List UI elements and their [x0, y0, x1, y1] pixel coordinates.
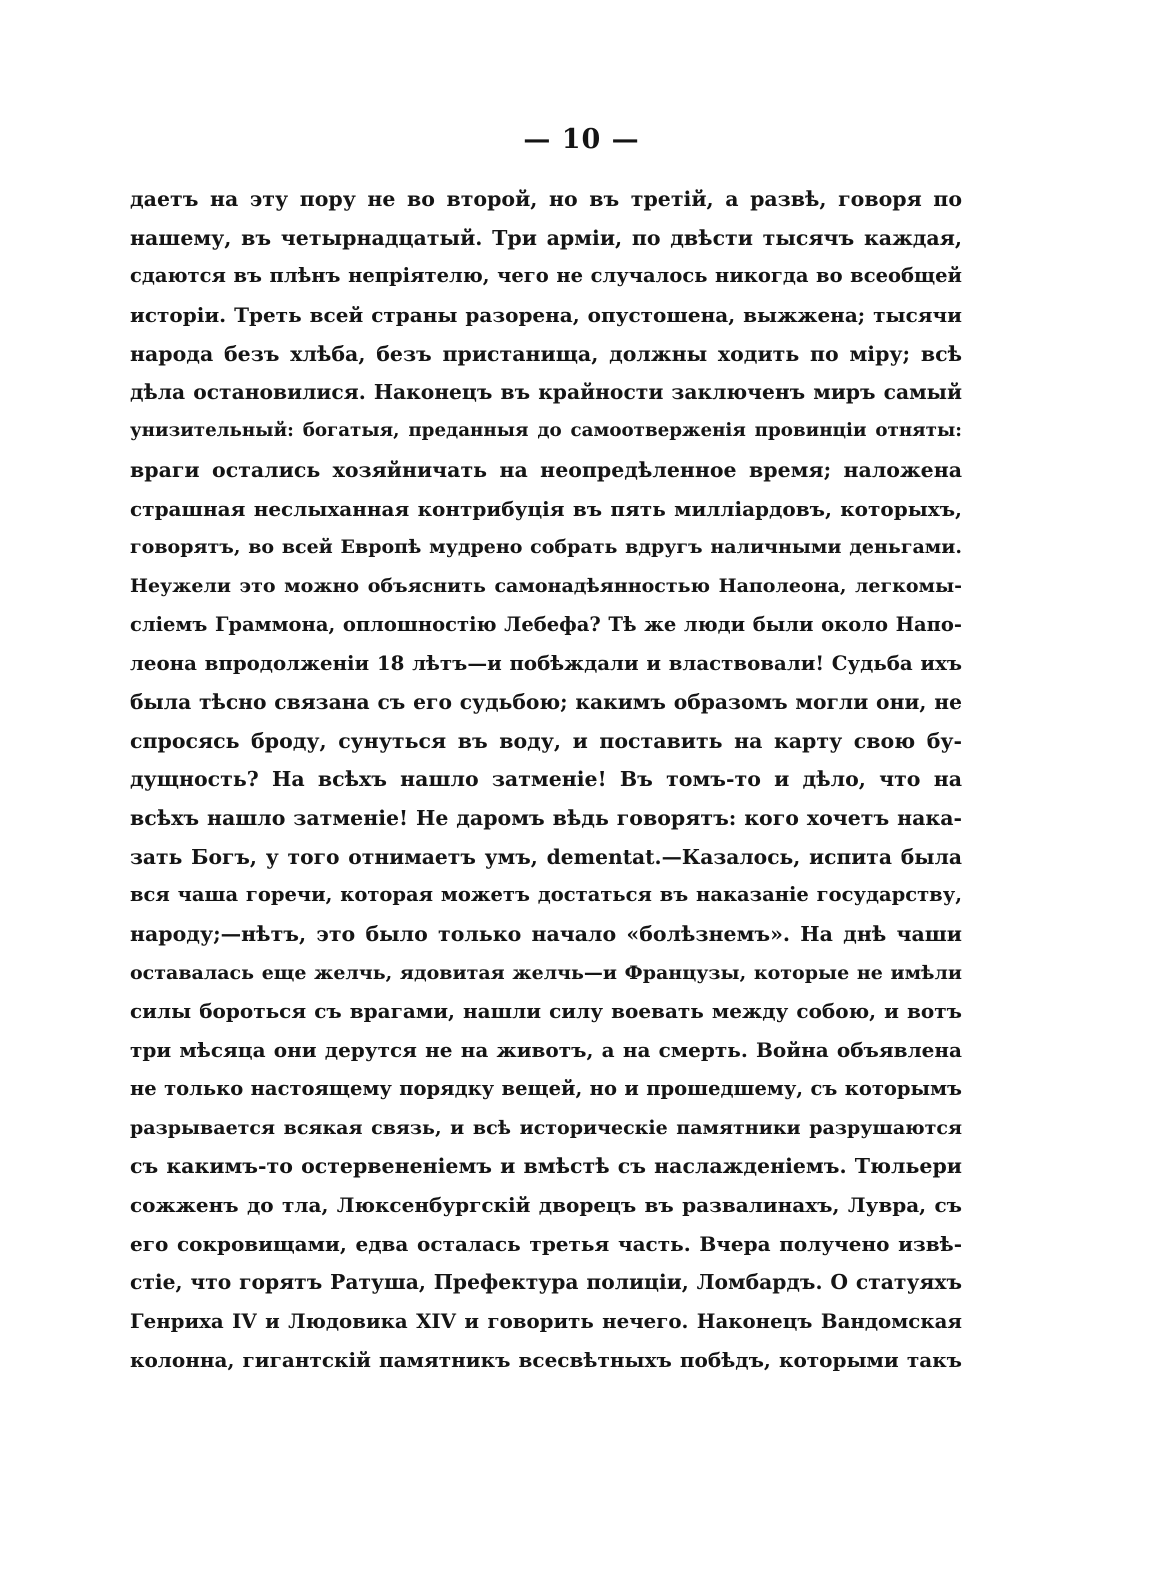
- text-line: сліемъ Граммона, оплошностію Лебефа? Тѣ же люди были около Напо-: [130, 612, 962, 636]
- text-line: силы бороться съ врагами, нашли силу воевать между собою, и вотъ: [130, 999, 962, 1024]
- text-line: исторіи. Треть всей страны разорена, опустошена, выжжена; тысячи: [130, 303, 962, 328]
- text-line: унизительный: богатыя, преданныя до самоотверженія провинціи отняты:: [130, 420, 962, 442]
- page-number: — 10 —: [523, 124, 640, 155]
- text-line: сожженъ до тла, Люксенбургскій дворецъ въ развалинахъ, Лувра, съ: [130, 1192, 962, 1217]
- text-line: съ какимъ-то остервененіемъ и вмѣстѣ съ наслажденіемъ. Тюльери: [130, 1154, 962, 1179]
- text-line: нашему, въ четырнадцатый. Три арміи, по двѣсти тысячъ каждая,: [130, 225, 962, 250]
- text-line: Генриха IV и Людовика XIV и говорить нечего. Наконецъ Вандомская: [130, 1308, 962, 1333]
- text-line: дущность? На всѣхъ нашло затменіе! Въ томъ-то и дѣло, что на: [130, 767, 962, 792]
- text-line: Неужели это можно объяснить самонадѣянностью Наполеона, легкомы-: [130, 574, 962, 597]
- text-line: всѣхъ нашло затменіе! Не даромъ вѣдь говорятъ: кого хочетъ нака-: [130, 806, 962, 830]
- text-line: враги остались хозяйничать на неопредѣленное время; наложена: [130, 457, 962, 482]
- text-line: даетъ на эту пору не во второй, но въ третій, а развѣ, говоря по: [130, 187, 962, 211]
- text-line: три мѣсяца они дерутся не на животъ, а на смерть. Война объявлена: [130, 1038, 962, 1063]
- text-line: спросясь броду, сунуться въ воду, и поставить на карту свою бу-: [130, 728, 962, 753]
- text-line: вся чаша горечи, которая можетъ достаться въ наказаніе государству,: [130, 883, 962, 907]
- text-line: леона впродолженіи 18 лѣтъ—и побѣждали и властвовали! Судьба ихъ: [130, 651, 962, 676]
- text-line: страшная неслыханная контрибуція въ пять милліардовъ, которыхъ,: [130, 496, 962, 521]
- text-line: была тѣсно связана съ его судьбою; какимъ образомъ могли они, не: [130, 689, 962, 714]
- text-line: народа безъ хлѣба, безъ пристанища, должны ходить по міру; всѣ: [130, 341, 962, 366]
- text-line: не только настоящему порядку вещей, но и прошедшему, съ которымъ: [130, 1076, 962, 1100]
- text-line: разрывается всякая связь, и всѣ историческіе памятники разрушаются: [130, 1116, 962, 1139]
- text-line: сдаются въ плѣнъ непріятелю, чего не случалось никогда во всеобщей: [130, 264, 962, 288]
- text-line: его сокровищами, едва осталась третья часть. Вчера получено извѣ-: [130, 1231, 962, 1256]
- text-line: стіе, что горятъ Ратуша, Префектура полиціи, Ломбардъ. О статуяхъ: [130, 1270, 962, 1295]
- text-line: дѣла остановилися. Наконецъ въ крайности заключенъ миръ самый: [130, 380, 962, 405]
- text-line: народу;—нѣтъ, это было только начало «болѣзнемъ». На днѣ чаши: [130, 922, 962, 947]
- text-line: колонна, гигантскій памятникъ всесвѣтныхъ побѣдъ, которыми такъ: [130, 1347, 962, 1372]
- text-line: оставалась еще желчь, ядовитая желчь—и Французы, которые не имѣли: [130, 961, 962, 984]
- body-text: [130, 180, 962, 1379]
- text-line: зать Богъ, у того отнимаетъ умъ, dementat.—Казалось, испита была: [130, 844, 962, 869]
- text-line: говорятъ, во всей Европѣ мудрено собрать вдругъ наличными деньгами.: [130, 536, 962, 559]
